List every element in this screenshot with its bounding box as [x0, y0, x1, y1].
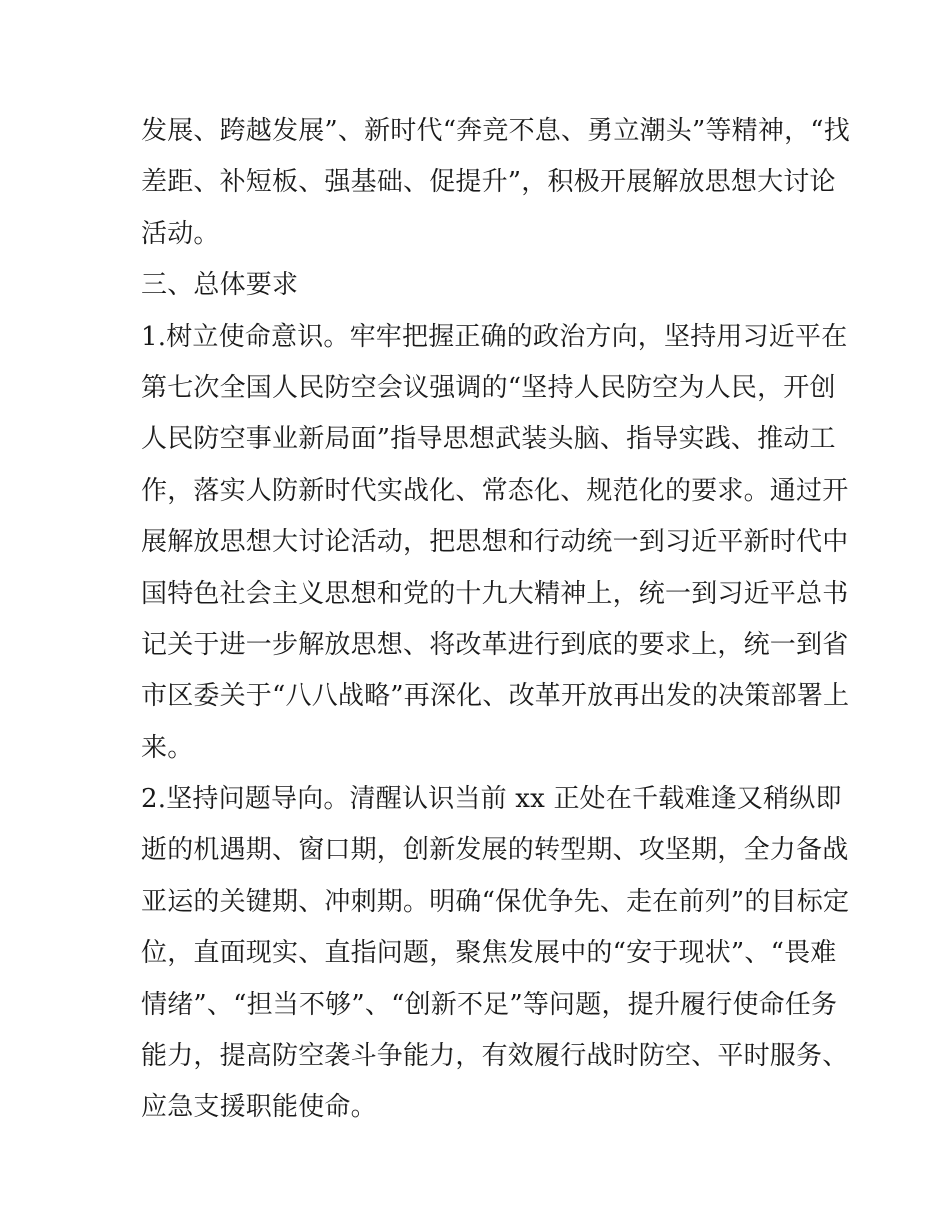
- text-line: 情绪”、“担当不够”、“创新不足”等问题，提升履行使命任务: [141, 989, 838, 1020]
- text-line: 能力，提高防空袭斗争能力，有效履行战时防空、平时服务、: [141, 1041, 849, 1072]
- text-line: 国特色社会主义思想和党的十九大精神上，统一到习近平总书: [141, 578, 849, 609]
- section-heading: 三、总体要求: [141, 270, 299, 301]
- text-line: 应急支援职能使命。: [141, 1092, 377, 1123]
- document-body: [141, 106, 850, 1134]
- text-line: 位，直面现实、直指问题，聚焦发展中的“安于现状”、“畏难: [141, 938, 837, 969]
- text-line: 发展、跨越发展”、新时代“奔竞不息、勇立潮头”等精神，“找: [141, 116, 850, 146]
- text-line: 市区委关于“八八战略”再深化、改革开放再出发的决策部署上: [141, 681, 850, 712]
- text-line: 活动。: [141, 218, 220, 249]
- text-line: 2.坚持问题导向。清醒认识当前 xx 正处在千载难逢又稍纵即: [141, 784, 842, 815]
- text-line: 差距、补短板、强基础、促提升”，积极开展解放思想大讨论: [141, 167, 836, 198]
- text-line: 1.树立使命意识。牢牢把握正确的政治方向，坚持用习近平在: [141, 321, 848, 352]
- text-line: 记关于进一步解放思想、将改革进行到底的要求上，统一到省: [141, 629, 849, 660]
- text-line: 作，落实人防新时代实战化、常态化、规范化的要求。通过开: [141, 475, 849, 506]
- text-line: 人民防空事业新局面”指导思想武装头脑、指导实践、推动工: [141, 424, 836, 455]
- text-line: 逝的机遇期、窗口期，创新发展的转型期、攻坚期，全力备战: [141, 835, 849, 866]
- text-line: 展解放思想大讨论活动，把思想和行动统一到习近平新时代中: [141, 527, 849, 558]
- text-line: 来。: [141, 732, 194, 763]
- text-line: 第七次全国人民防空会议强调的“坚持人民防空为人民，开创: [141, 372, 836, 403]
- text-line: 亚运的关键期、冲刺期。明确“保优争先、走在前列”的目标定: [141, 886, 850, 917]
